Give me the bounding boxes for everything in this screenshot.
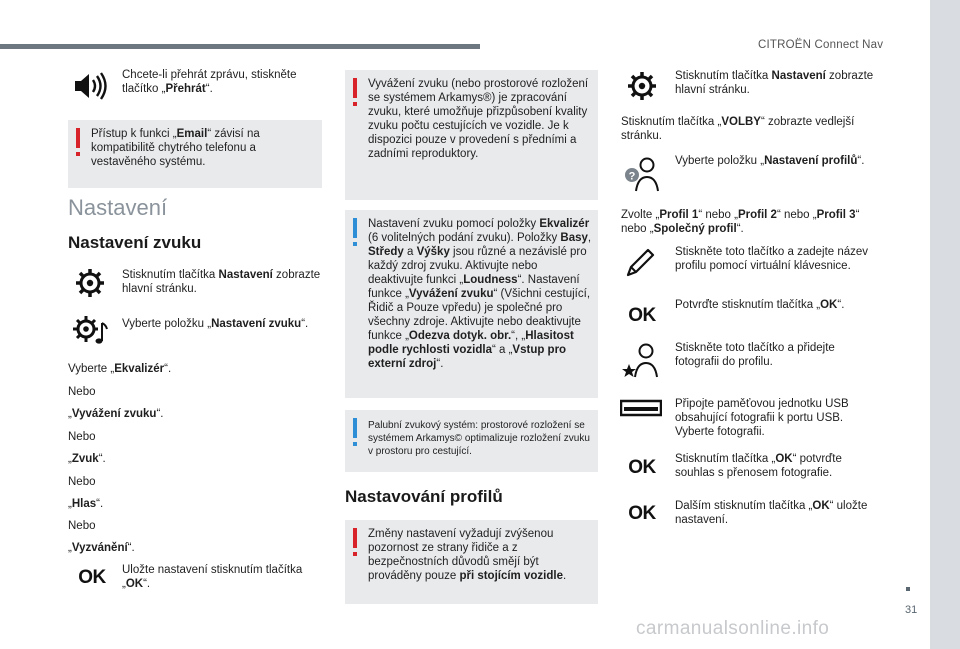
step-open-settings: Stisknutím tlačítka Nastavení zobrazte hlavní stránku. <box>122 269 321 295</box>
page-number: 31 <box>905 604 918 616</box>
step-choose-profile: Zvolte „Profil 1“ nebo „Profil 2“ nebo „Profil 3“ nebo „Společný profil“. <box>621 209 860 235</box>
gear-icon <box>624 68 660 104</box>
balance-note: Vyvážení zvuku (nebo prostorové rozložení se systémem Arkamys®) je zpracování zvuku, které umožňuje přizpůsobení kvality zvuku počtu cestujících ve vozidle. Je k dispozici pouze v provedení s předními a zadními reproduktory. <box>345 70 598 200</box>
info-mark-icon <box>353 218 357 238</box>
pencil-icon <box>622 245 658 281</box>
profile-question-icon <box>622 155 662 193</box>
svg-text:?: ? <box>628 170 636 183</box>
page-marker <box>906 587 910 591</box>
step-name-profile: Stiskněte toto tlačítko a zadejte název profilu pomocí virtuální klávesnice. <box>675 246 869 272</box>
heading-profiles: Nastavování profilů <box>345 487 503 506</box>
option-sound: „Zvuk“. <box>68 453 106 465</box>
step-add-photo: Stiskněte toto tlačítko a přidejte fotografii do profilu. <box>675 342 835 368</box>
step-profile-settings: Vyberte položku „Nastavení profilů“. <box>675 155 865 167</box>
step-connect-usb: Připojte paměťovou jednotku USB obsahující fotografii k portu USB. Vyberte fotografii. <box>675 398 849 438</box>
info-mark-icon <box>353 418 357 438</box>
page-edge-strip <box>930 0 960 649</box>
or-text: Nebo <box>68 476 96 488</box>
or-text: Nebo <box>68 520 96 532</box>
warning-mark-icon <box>353 78 357 98</box>
option-ringtone: „Vyzvánění“. <box>68 542 135 554</box>
gear-note-icon <box>72 312 108 348</box>
step-options: Stisknutím tlačítka „VOLBY“ zobrazte vedlejší stránku. <box>621 116 855 142</box>
option-voice: „Hlas“. <box>68 498 104 510</box>
heading-sound-settings: Nastavení zvuku <box>68 233 202 252</box>
speaker-icon <box>72 68 108 104</box>
or-text: Nebo <box>68 386 96 398</box>
ok-button-icon: OK <box>628 305 656 326</box>
step-accept-transfer: Stisknutím tlačítka „OK“ potvrďte souhlas s přenosem fotografie. <box>675 453 842 479</box>
option-balance: „Vyvážení zvuku“. <box>68 408 164 420</box>
equalizer-note: Nastavení zvuku pomocí položky Ekvalizér (6 volitelných podání zvuku). Položky Basy, Středy a Výšky jsou různé a nezávislé pro každý zdroj zvuku. Aktivujte nebo deaktivujte funkci „Loudness“. Nastavení funkce „Vyvážení zvuku“ (Všichni cestující, Řidič a Pouze vpředu) je společné pro všechny zdroje. Aktivujte nebo deaktivujte funkce „Odezva dotyk. obr.“, „Hlasitost podle rychlosti vozidla“ a „Vstup pro externí zdroj“. <box>345 210 598 398</box>
safety-note: Změny nastavení vyžadují zvýšenou pozornost ze strany řidiče a z bezpečnostních důvodů smějí být prováděny pouze při stojícím vozidle. <box>345 520 598 604</box>
watermark: carmanualsonline.info <box>636 618 830 639</box>
email-note: Přístup k funkci „Email“ závisí na kompatibilitě chytrého telefonu a vestavěného systému. <box>68 120 322 188</box>
ok-button-icon: OK <box>628 457 656 478</box>
usb-slot-icon <box>620 395 662 423</box>
step-open-settings-profiles: Stisknutím tlačítka Nastavení zobrazte hlavní stránku. <box>675 70 874 96</box>
step-save-profile: Dalším stisknutím tlačítka „OK“ uložte nastavení. <box>675 500 868 526</box>
gear-icon <box>72 265 108 301</box>
header-title: CITROËN Connect Nav <box>758 39 884 51</box>
or-text: Nebo <box>68 431 96 443</box>
profile-star-icon <box>620 340 660 380</box>
ok-button-icon: OK <box>628 503 656 524</box>
step-confirm: Potvrďte stisknutím tlačítka „OK“. <box>675 299 845 311</box>
ok-button-icon: OK <box>78 567 106 588</box>
arkamys-note: Palubní zvukový systém: prostorové rozložení se systémem Arkamys© optimalizuje rozložení zvuku v prostoru pro cestující. <box>345 410 598 472</box>
step-sound-settings: Vyberte položku „Nastavení zvuku“. <box>122 318 309 330</box>
section-title: Nastavení <box>68 195 168 220</box>
header-bar <box>0 44 480 49</box>
warning-mark-icon <box>353 528 357 548</box>
warning-mark-icon <box>76 128 80 148</box>
select-equalizer: Vyberte „Ekvalizér“. <box>68 363 172 375</box>
step-save: Uložte nastavení stisknutím tlačítka „OK“. <box>122 564 303 590</box>
play-instruction: Chcete-li přehrát zprávu, stiskněte tlačítko „Přehrát“. <box>122 69 297 95</box>
